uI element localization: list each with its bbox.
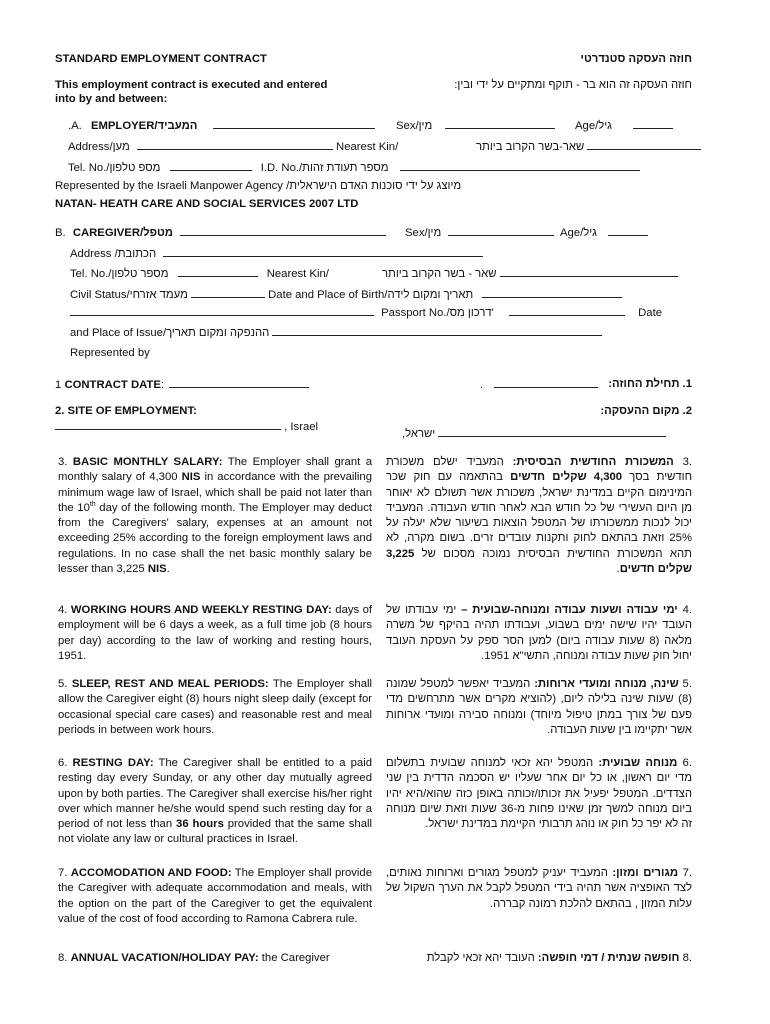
employer-prefix: .A.	[68, 120, 82, 132]
employer-sex-field[interactable]	[445, 118, 555, 129]
agency-name: NATAN- HEATH CARE AND SOCIAL SERVICES 2007 LTD	[55, 198, 359, 210]
clause8-en: 8. ANNUAL VACATION/HOLIDAY PAY: the Caregiver	[58, 952, 330, 964]
employer-represented-by: Represented by the Israeli Manpower Agency /מיוצג על ידי סוכנות האדם הישראלית	[55, 180, 462, 192]
employer-row	[68, 118, 375, 133]
clause1-num: 1	[55, 379, 62, 391]
caregiver-nearest-kin-field[interactable]	[500, 266, 678, 277]
employer-nearest-kin-field[interactable]	[587, 139, 701, 150]
caregiver-nearest-kin-label: Nearest Kin/	[266, 268, 329, 280]
caregiver-age-row	[560, 225, 648, 240]
clause5-en-body: The Employer shall allow the Caregiver eight (8) hours night sleep daily (except for occasional special care cases) and reasonable rest and meal periods in between work hours.	[58, 678, 373, 736]
caregiver-label: CAREGIVER/מטפל	[72, 227, 173, 239]
clause3-en-nis: NIS	[181, 471, 201, 484]
clause8-he: .8 חופשה שנתית / דמי חופשה: העובד יהא זכאי לקבלת	[426, 952, 692, 964]
clause1-label: CONTRACT DATE	[64, 379, 161, 391]
clause4-he: .4 ימי עבודה ושעות עבודה ומנוחה-שבועית – ימי עבודתו של העובד יהיו שישה ימים בשבוע, ועבודתו תהיה בהיקף של משרה מלאה (8 שעות עבודה ביום) למען הסר ספק על העסקת העובד יחול חוק שעות עבודה ומנוחה, התשי"א 1951.	[386, 604, 692, 662]
employer-id-field[interactable]	[400, 160, 640, 171]
caregiver-issue-row	[70, 325, 602, 340]
caregiver-name-field[interactable]	[180, 225, 386, 236]
employer-sex-label: Sex/מין	[396, 120, 433, 132]
clause5-he: .5 שינה, מנוחה ומועדי ארוחות: המעביד יאפשר למטפל שמונה (8) שעות שינה בלילה ליום, (להוציא מקרים אשר מתרחשים מדי פעם של צורך במתן טיפול מיוחד) ומנוחה סבירה ומועדי ארוחות אשר יתקיימו בין שעות העבודה.	[386, 678, 692, 736]
caregiver-sex-field[interactable]	[448, 225, 554, 236]
clause6-he-title: מנוחה שבועית:	[598, 757, 678, 769]
clause5-he-body: המעביד יאפשר למטפל שמונה (8) שעות שינה בלילה ליום, (להוציא מקרים אשר מתרחשים מדי פעם של צורך במתן טיפול מיוחד) ומנוחה סבירה ומועדי ארוחות אשר יתקיימו בין שעות העבודה.	[386, 678, 692, 736]
clause8-he-title: חופשה שנתית / דמי חופשה:	[537, 952, 680, 964]
clause1-en: 1 CONTRACT DATE:	[55, 377, 309, 392]
site-of-employment-he-field[interactable]	[438, 426, 666, 437]
contract-date-he-field[interactable]	[494, 377, 598, 388]
employer-nearest-kin-row	[476, 139, 701, 154]
caregiver-sex-row	[405, 225, 554, 240]
employer-sex-row	[396, 118, 555, 133]
employer-tel-row	[68, 160, 640, 175]
clause3-en-text-a: The Employer shall grant a monthly salary of 4,300	[58, 456, 372, 484]
clause7-he-title: מגורים ומזון:	[612, 867, 679, 879]
clause2-en-field-row	[55, 419, 318, 434]
caregiver-passport-row	[70, 305, 662, 320]
clause6-en-title: RESTING DAY:	[72, 757, 154, 769]
employer-nearest-kin-label: Nearest Kin/	[336, 141, 399, 153]
clause5-en: 5. SLEEP, REST AND MEAL PERIODS: The Employer shall allow the Caregiver eight (8) hours night sleep daily (except for occasional special care cases) and reasonable rest and meal periods in between work hours.	[58, 678, 373, 736]
caregiver-passport-label: Passport No./דרכון מס'	[381, 307, 494, 319]
caregiver-passport-prefix-field[interactable]	[70, 305, 374, 316]
caregiver-issue-field[interactable]	[272, 325, 602, 336]
title-he: חוזה העסקה סטנדרטי	[580, 53, 692, 65]
clause6-en: 6. RESTING DAY: The Caregiver shall be entitled to a paid resting day every Sunday, or any other day mutually agreed upon by both parties. The Caregiver shall exercise his/her right over which manner he/she would spend such resting day for a period of not less than 36 hours provided that the same shall not violate any law or cultural practices in Israel.	[58, 757, 373, 846]
clause3-en-text-c: day of the following month. The Employer may deduct from the Caregivers' salary, expenses at an amount not exceeding 25% according to the foreign employment laws and regulations. In no case shall the net basic monthly salary be lesser than 3,225	[58, 501, 372, 576]
caregiver-address-label: Address /הכתובת	[70, 248, 157, 260]
employer-age-field[interactable]	[633, 118, 673, 129]
clause4-en-title: WORKING HOURS AND WEEKLY RESTING DAY:	[70, 604, 332, 616]
caregiver-address-row	[70, 246, 483, 261]
clause7-he-body: המעביד יעניק למטפל מגורים וארוחות נאותים, לצד האופציה אשר תהיה בידי המטפל לקבל את הערך השקול של עלות המזון , בהתאם להלכת רמונה קברר‏ה.	[386, 867, 692, 910]
clause3-he-text-b: בהתאמה עם חוק שכר המינימום הקיים במדינת ישראל, משכורת אשר תשולם לא יאוחר מן היום העשירי של כל חודש הבא לאחר חודש העבודה. המעביד יכול לנכות ממשכורתו של המטפל הוצאות בשיעור שלא יעלה על 25% וזאת בהתאם לחוק ותקנות עובדים זרים. בשום מקרה, לא תהא המשכורת החודשית הבסיסית נמוכה מסכום של	[386, 471, 692, 560]
employer-address-row	[68, 139, 398, 154]
clause1-he: 1. תחילת החוזה:	[608, 378, 692, 390]
caregiver-sex-label: Sex/מין	[405, 227, 442, 239]
clause3-he: .3 המשכורת החודשית הבסיסית: המעביד ישלם משכורת חודשית בסך 4,300 שקלים חדשים בהתאמה עם חוק שכר המינימום הקיים במדינת ישראל, משכורת אשר תשולם לא יאוחר מן היום העשירי של כל חודש הבא לאחר חודש העבודה. המעביד יכול לנכות ממשכורתו של המטפל הוצאות בשיעור שלא יעלה על 25% וזאת בהתאם לחוק ותקנות עובדים זרים. בשום מקרה, לא תהא המשכורת החודשית הבסיסית נמוכה מסכום של 3,225 שקלים חדשים.	[386, 456, 693, 576]
clause4-he-title: ימי עבודה ושעות עבודה ומנוחה-שבועית –	[461, 604, 678, 616]
caregiver-row	[55, 225, 386, 240]
contract-date-field[interactable]	[169, 377, 309, 388]
clause8-he-body: העובד יהא זכאי לקבלת	[426, 952, 535, 964]
clause8-en-title: ANNUAL VACATION/HOLIDAY PAY:	[70, 952, 259, 964]
clause4-en-body: days of employment will be 6 days a week, as a full time job (8 hours per day) according to the law of working and resting hours, 1951.	[58, 604, 373, 662]
caregiver-civil-status-field[interactable]	[191, 287, 265, 298]
caregiver-civil-row	[70, 287, 622, 302]
caregiver-address-field[interactable]	[163, 246, 483, 257]
clause3-he-amount2: 3,225 שקלים חדשים	[386, 547, 692, 576]
employer-address-field[interactable]	[137, 139, 333, 150]
employer-age-label: Age/גיל	[575, 120, 612, 132]
clause2-he-field-row	[402, 426, 666, 441]
clause6-en-hours: 36 hours	[176, 818, 224, 831]
caregiver-issue-label: and Place of Issue/ההנפקה ומקום תאריך	[70, 327, 270, 339]
employer-tel-field[interactable]	[170, 160, 252, 171]
clause3-en: 3. BASIC MONTHLY SALARY: The Employer shall grant a monthly salary of 4,300 NIS in accordance with the prevailing minimum wage law of Israel, which shall be paid not later than the 10th day of the following month. The Employer may deduct from the Caregivers' salary, expenses at an amount not exceeding 25% according to the foreign employment laws and regulations. In no case shall the net basic monthly salary be lesser than 3,225 NIS.	[58, 456, 372, 576]
clause6-en-body-a: The Caregiver shall be entitled to a paid resting day every Sunday, or any other day mutually agreed upon by both parties. The Caregiver shall exercise his/her right over which manner he/she would spend such resting day for a period of not less than	[58, 757, 372, 831]
employer-tel-label: Tel. No./מספ טלפון	[68, 162, 161, 174]
clause3-he-title: המשכורת החודשית הבסיסית:	[512, 456, 674, 468]
clause3-en-nis2: NIS	[147, 563, 167, 576]
intro-en-line1: This employment contract is executed and entered	[55, 79, 328, 91]
caregiver-age-label: Age/גיל	[560, 227, 597, 239]
caregiver-nearest-kin-he: שאר - בשר הקרוב ביותר	[382, 268, 497, 280]
clause5-en-title: SLEEP, REST AND MEAL PERIODS:	[71, 678, 269, 690]
site-of-employment-field[interactable]	[55, 419, 281, 430]
employer-address-label: Address/מען	[68, 141, 130, 153]
caregiver-birth-field[interactable]	[482, 287, 622, 298]
caregiver-age-field[interactable]	[608, 225, 648, 236]
employer-label: EMPLOYER/המעביד	[90, 120, 198, 132]
clause8-en-body: the Caregiver	[261, 952, 330, 964]
clause2-en-suffix: , Israel	[284, 421, 319, 433]
employer-name-field[interactable]	[213, 118, 375, 129]
clause3-en-text-b: in accordance with the prevailing minimum wage law of Israel, which shall be paid not later than the 10	[58, 471, 372, 514]
caregiver-civil-status-label: Civil Status/מעמד אזרחי	[70, 289, 188, 301]
clause4-he-body: ימי עבודתו של העובד יהיו שישה ימים בשבוע, ועבודתו תהיה בהיקף של משרה מלאה (8 שעות עבודה ביום) למען הסר ספק על העסקת העובד יחול חוק שעות עבודה ומנוחה, התשי"א 1951.	[386, 604, 692, 662]
employer-id-label: I.D. No./מספר תעודת זהות	[260, 162, 389, 174]
clause5-he-title: שינה, מנוחה ומועדי ארוחות:	[534, 678, 679, 690]
clause3-en-title: BASIC MONTHLY SALARY:	[72, 456, 223, 468]
caregiver-passport-field[interactable]	[509, 305, 625, 316]
caregiver-birth-label: Date and Place of Birth/תאריך ומקום לידה	[268, 289, 474, 301]
caregiver-nearest-kin-row	[382, 266, 678, 281]
clause1-he-row: .	[480, 377, 598, 392]
clause6-en-body-b: provided that the same shall not violate any law or cultural practices in Israel.	[58, 818, 373, 846]
caregiver-date-label: Date	[638, 307, 662, 319]
clause2-he-suffix: ישראל,	[402, 428, 436, 440]
caregiver-tel-field[interactable]	[178, 266, 258, 277]
clause2-he: 2. מקום ההעסקה:	[600, 405, 692, 417]
title-en: STANDARD EMPLOYMENT CONTRACT	[55, 53, 267, 65]
clause3-he-amount: 4,300 שקלים חדשים	[510, 471, 623, 484]
employer-nearest-kin-he: שאר-בשר הקרוב ביותר	[476, 141, 585, 153]
clause7-en-body: The Employer shall provide the Caregiver with adequate accommodation and meals, with the option on the part of the Caregiver to get the equivalent value of the cost of food according to Ramona Cabrera rule.	[58, 867, 372, 925]
clause4-en: 4. WORKING HOURS AND WEEKLY RESTING DAY: days of employment will be 6 days a week, as a full time job (8 hours per day) according to the law of working and resting hours, 1951.	[58, 604, 373, 662]
employer-age-row	[575, 118, 673, 133]
caregiver-prefix: B.	[55, 227, 66, 239]
intro-he: חוזה העסקה זה הוא בר - תוקף ומתקיים על ידי ובין:	[454, 79, 692, 91]
caregiver-tel-label: Tel. No./מספר טלפון	[70, 268, 169, 280]
clause2-en: 2. SITE OF EMPLOYMENT:	[55, 405, 197, 417]
clause3-en-sup: th	[89, 501, 96, 509]
caregiver-tel-row	[70, 266, 329, 281]
clause3-he-text-a: המעביד ישלם משכורת חודשית בסך	[386, 456, 693, 484]
intro-en-line2: into by and between:	[55, 93, 168, 105]
caregiver-represented-by: Represented by	[70, 347, 150, 359]
clause7-en: 7. ACCOMODATION AND FOOD: The Employer shall provide the Caregiver with adequate accommodation and meals, with the option on the part of the Caregiver to get the equivalent value of the cost of food according to Ramona Cabrera rule.	[58, 867, 372, 925]
clause7-he: .7 מגורים ומזון: המעביד יעניק למטפל מגורים וארוחות נאותים, לצד האופציה אשר תהיה בידי המטפל לקבל את הערך השקול של עלות המזון , בהתאם להלכת רמונה קברר‏ה.	[386, 867, 692, 910]
clause6-he: .6 מנוחה שבועית: המטפל יהא זכאי למנוחה שבועית בתשלום מדי יום ראשון, או כל יום אחר שעליו יש הסכמה הדדית בין שני הצדדים. המטפל יפעיל את זכותו/זכותה באופן כזה שהוא/היא יהיו ביום מנוחה למשך זמן שאינו פחות מ-36 שעות וזאת שיום מנוחה זה לא יפר כל חוק או נוהג תרבותי הקיימת במדינת ישראל.	[386, 757, 692, 831]
clause7-en-title: ACCOMODATION AND FOOD:	[70, 867, 232, 879]
clause6-he-body: המטפל יהא זכאי למנוחה שבועית בתשלום מדי יום ראשון, או כל יום אחר שעליו יש הסכמה הדדית בין שני הצדדים. המטפל יפעיל את זכותו/זכותה באופן כזה שהוא/היא יהיו ביום מנוחה למשך זמן שאינו פחות מ-36 שעות וזאת שיום מנוחה זה לא יפר כל חוק או נוהג תרבותי הקיימת במדינת ישראל.	[386, 757, 692, 831]
